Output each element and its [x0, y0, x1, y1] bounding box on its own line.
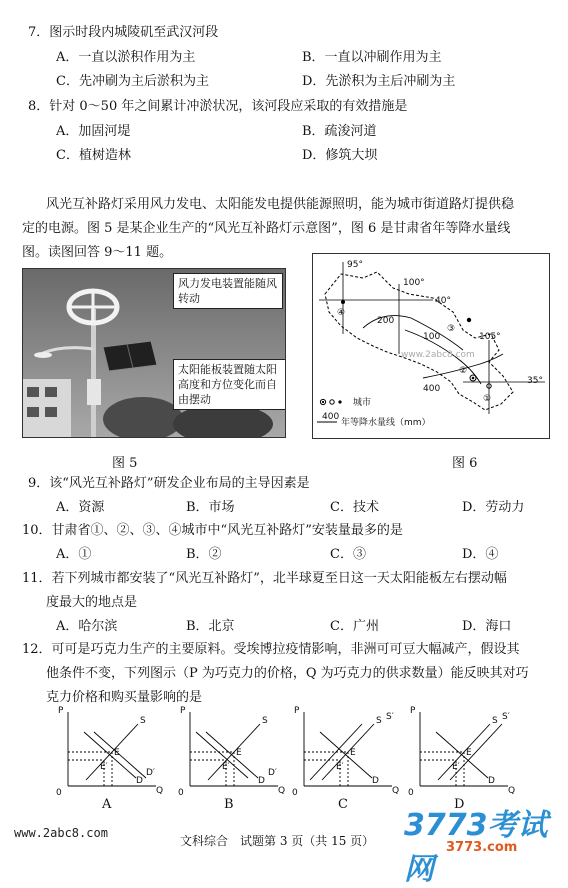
figure-6-caption: 图 6 [452, 456, 478, 471]
passage-line-3: 图。读图回答 9～11 题。 [22, 245, 173, 260]
label-origin: 0 [292, 788, 298, 798]
q7-option-a: A．一直以淤积作用为主 [56, 50, 196, 65]
q7-option-c: C．先冲刷为主后淤积为主 [56, 74, 209, 89]
graph-b [178, 706, 288, 812]
city-2: ② [459, 366, 468, 376]
site-logo-url: 3773.com [446, 840, 518, 855]
label-d: D [136, 776, 143, 786]
q8-option-d: D．修筑大坝 [302, 148, 378, 163]
figure-5-caption: 图 5 [112, 456, 138, 471]
q9-option-c: C．技术 [330, 500, 379, 515]
label-e-prime: E′ [100, 762, 108, 772]
q12-line-2: 他条件不变，下列图示（P 为巧克力的价格，Q 为巧克力的供求数量）能反映其对巧 [46, 666, 529, 681]
graph-caption: D [454, 797, 465, 812]
label-100: 100° [403, 278, 425, 288]
site-logo: 3773考试网 [404, 808, 548, 887]
q10-option-d: D．④ [462, 547, 499, 562]
q11-option-a: A．哈尔滨 [56, 619, 118, 634]
label-s: S [376, 716, 382, 726]
q11-option-b: B．北京 [186, 619, 235, 634]
label-s-prime: S′ [386, 712, 394, 722]
graph-caption: B [224, 797, 234, 812]
label-e: E [350, 748, 356, 758]
label-origin: 0 [178, 788, 184, 798]
q10-option-b: B．② [186, 547, 222, 562]
label-s: S [140, 716, 146, 726]
q7-option-b: B．一直以冲刷作用为主 [302, 50, 442, 65]
label-d-prime: D′ [146, 768, 155, 778]
label-105: 105° [479, 332, 501, 342]
q8-option-b: B．疏浚河道 [302, 124, 377, 139]
graph-a-plot [56, 706, 166, 796]
label-s: S [492, 716, 498, 726]
label-s: S [262, 716, 268, 726]
q8-option-a: A．加固河堤 [56, 124, 131, 139]
city-4: ④ [337, 308, 346, 318]
solar-callout: 太阳能板装置随太阳高度和方位变化而自由摆动 [173, 359, 286, 410]
label-p: P [294, 706, 300, 716]
figure-5-photo [22, 268, 286, 438]
q9-stem: 9．该“风光互补路灯”研发企业布局的主导因素是 [28, 476, 310, 491]
graph-d [408, 706, 518, 812]
isohyet-200: 200 [377, 316, 395, 326]
q9-option-b: B．市场 [186, 500, 235, 515]
q11-stem-1: 11．若下列城市都安装了“风光互补路灯”，北半球夏至日这一天太阳能板左右摆动幅 [22, 571, 507, 586]
label-40: 40° [435, 296, 451, 306]
label-e-prime: E′ [222, 762, 230, 772]
wind-callout: 风力发电装置能随风转动 [173, 273, 283, 309]
isohyet-100: 100 [423, 332, 441, 342]
graph-b-plot [178, 706, 288, 796]
graph-a [56, 706, 166, 812]
label-origin: 0 [56, 788, 62, 798]
q8-stem: 8．针对 0～50 年之间累计冲淤状况，该河段应采取的有效措施是 [28, 99, 408, 114]
label-s-prime: S′ [502, 712, 510, 722]
legend-iso-label: 年等降水量线（mm） [341, 418, 431, 428]
label-e-prime: E′ [452, 762, 460, 772]
label-d: D [488, 776, 495, 786]
city-3: ③ [447, 324, 456, 334]
label-e: E [466, 748, 472, 758]
demand-curve [84, 732, 136, 778]
figure-6-map [312, 253, 550, 439]
graph-caption: C [338, 797, 348, 812]
q10-option-c: C．③ [330, 547, 366, 562]
q12-line-3: 克力价格和购买量影响的是 [46, 690, 203, 705]
q7-option-d: D．先淤积为主后冲刷为主 [302, 74, 456, 89]
legend-city-label: 城市 [353, 398, 372, 408]
demand-curve [206, 732, 258, 778]
watermark-left: www.2abc8.com [14, 826, 108, 840]
city-1: ① [483, 394, 492, 404]
label-35: 35° [527, 376, 543, 386]
demand-curve [320, 732, 372, 778]
passage-line-1: 风光互补路灯采用风力发电、太阳能发电提供能源照明，能为城市街道路灯提供稳 [46, 197, 515, 212]
label-q: Q [156, 786, 164, 796]
label-95: 95° [347, 260, 363, 270]
graph-caption: A [102, 797, 112, 812]
q11-stem-2: 度最大的地点是 [46, 595, 138, 610]
label-origin: 0 [408, 788, 414, 798]
map-watermark: www.2abc8.com [401, 350, 475, 360]
graph-c [292, 706, 402, 812]
label-d: D [372, 776, 379, 786]
label-e-prime: E′ [336, 762, 344, 772]
label-q: Q [392, 786, 400, 796]
label-d-prime: D′ [268, 768, 277, 778]
legend-iso-number: 400 [322, 412, 340, 422]
label-p: P [180, 706, 186, 716]
passage-line-2: 定的电源。图 5 是某企业生产的“风光互补路灯示意图”，图 6 是甘肃省年等降水量线 [22, 221, 511, 236]
q8-option-c: C．植树造林 [56, 148, 131, 163]
q9-option-a: A．资源 [56, 500, 105, 515]
label-q: Q [278, 786, 286, 796]
label-d: D [258, 776, 265, 786]
label-e: E [236, 748, 242, 758]
page-footer: 文科综合 试题第 3 页（共 15 页） [180, 834, 375, 848]
q10-stem: 10．甘肃省①、②、③、④城市中“风光互补路灯”安装量最多的是 [22, 523, 403, 538]
q10-option-a: A．① [56, 547, 92, 562]
q11-option-d: D．海口 [462, 619, 512, 634]
isohyet-400: 400 [423, 384, 441, 394]
label-p: P [410, 706, 416, 716]
q11-option-c: C．广州 [330, 619, 379, 634]
q12-line-1: 12．可可是巧克力生产的主要原料。受埃博拉疫情影响，非洲可可豆大幅减产，假设其 [22, 642, 520, 657]
label-p: P [58, 706, 64, 716]
demand-curve [436, 732, 488, 778]
q9-option-d: D．劳动力 [462, 500, 525, 515]
q7-stem: 7．图示时段内城陵矶至武汉河段 [28, 25, 219, 40]
label-e: E [114, 748, 120, 758]
label-q: Q [508, 786, 516, 796]
